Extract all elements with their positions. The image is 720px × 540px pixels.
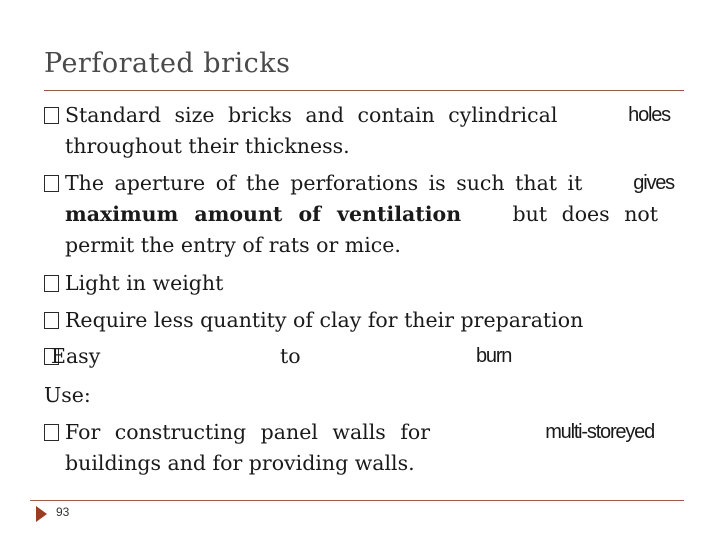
bullet-text: holes <box>628 104 670 126</box>
page-number: 93 <box>56 505 70 519</box>
bullet-line <box>44 417 654 448</box>
bullet-text: Require less quantity of clay for their preparation <box>65 308 584 332</box>
use-heading-text: Use: <box>44 383 91 407</box>
bullet-text: multi-storeyed <box>545 421 654 443</box>
bullet-bold-text: maximum amount of ventilation <box>65 202 462 226</box>
bullet-line <box>65 199 658 230</box>
bullet-text: burn <box>476 345 512 367</box>
footer-arrow-icon <box>36 506 47 522</box>
bullet-text: Easy <box>51 344 101 368</box>
bullet-text: buildings and for providing walls. <box>65 451 415 475</box>
bullet-text: gives <box>633 172 674 194</box>
bullet-text: to <box>280 344 301 368</box>
title-divider <box>44 90 684 91</box>
bullet-line <box>44 168 674 199</box>
bullet-box-icon <box>44 107 59 124</box>
bullet-text: throughout their thickness. <box>65 134 350 158</box>
bullet-text: permit the entry of rats or mice. <box>65 233 401 257</box>
footer-divider <box>30 500 684 501</box>
bullet-box-icon <box>44 175 59 192</box>
bullet-text: but does not <box>512 202 658 226</box>
bullet-text: For constructing panel walls for <box>65 420 431 444</box>
bullet-text: The aperture of the perforations is such that it <box>65 171 583 195</box>
bullet-box-icon <box>44 275 59 292</box>
bullet-text: Standard size bricks and contain cylindrical <box>65 103 558 127</box>
slide-title: Perforated bricks <box>44 48 291 79</box>
bullet-line <box>44 341 524 372</box>
bullet-text: Light in weight <box>65 271 224 295</box>
bullet-box-icon <box>44 312 59 329</box>
bullet-box-icon <box>44 424 59 441</box>
bullet-line <box>44 100 670 131</box>
